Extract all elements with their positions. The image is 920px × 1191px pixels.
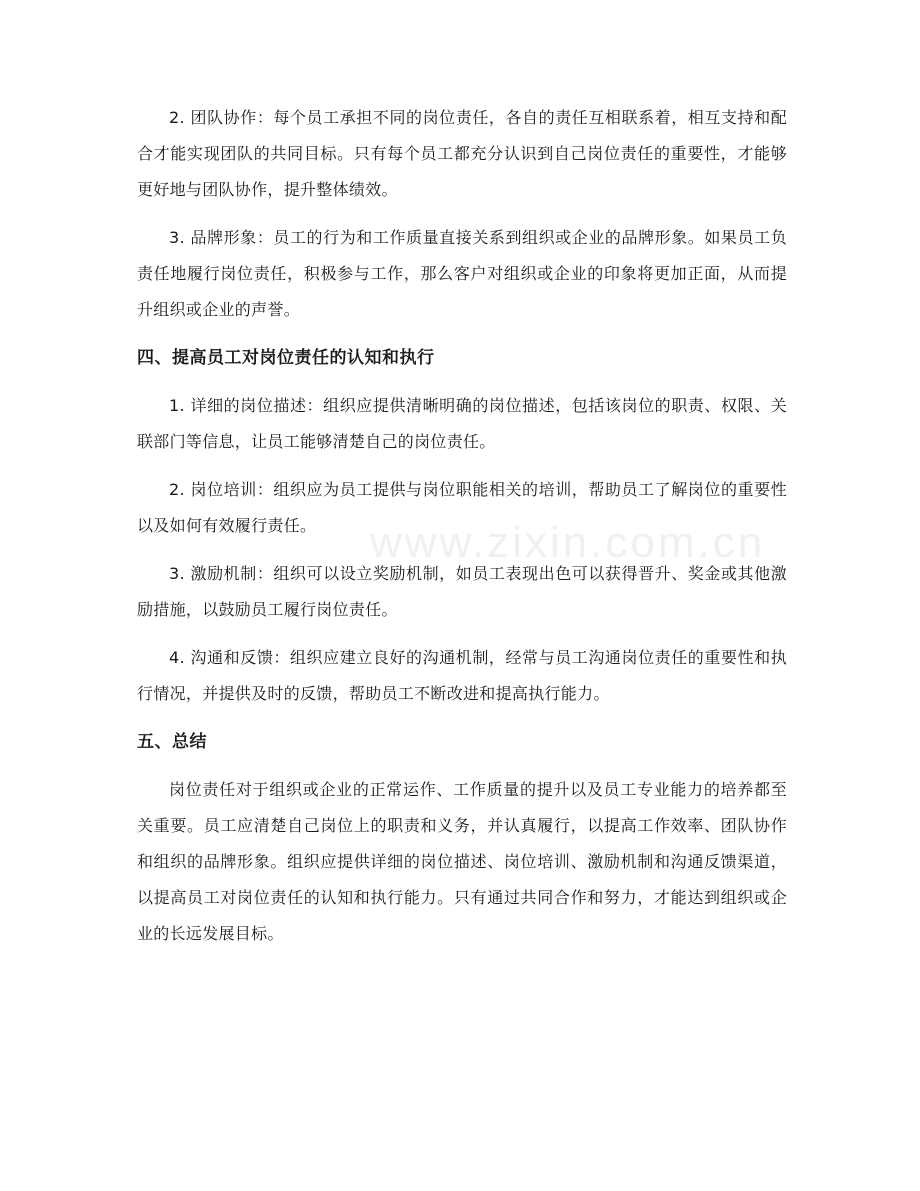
document-page — [137, 100, 787, 964]
paragraph-brand-image: 3. 品牌形象：员工的行为和工作质量直接关系到组织或企业的品牌形象。如果员工负责任地履行岗位责任，积极参与工作，那么客户对组织或企业的印象将更加正面，从而提升组织或企业的声誉。 — [137, 228, 787, 319]
watermark: www.zixin.com.cn — [370, 518, 766, 567]
paragraph-job-description: 1. 详细的岗位描述：组织应提供清晰明确的岗位描述，包括该岗位的职责、权限、关联部门等信息，让员工能够清楚自己的岗位责任。 — [137, 396, 787, 451]
paragraph-job-training: 2. 岗位培训：组织应为员工提供与岗位职能相关的培训，帮助员工了解岗位的重要性以及如何有效履行责任。 — [137, 480, 787, 535]
paragraph-communication: 4. 沟通和反馈：组织应建立良好的沟通机制，经常与员工沟通岗位责任的重要性和执行情况，并提供及时的反馈，帮助员工不断改进和提高执行能力。 — [137, 648, 787, 703]
paragraph-teamwork: 2. 团队协作：每个员工承担不同的岗位责任，各自的责任互相联系着，相互支持和配合才能实现团队的共同目标。只有每个员工都充分认识到自己岗位责任的重要性，才能够更好地与团队协作，提升整体绩效。 — [137, 108, 787, 199]
paragraph-incentive: 3. 激励机制：组织可以设立奖励机制，如员工表现出色可以获得晋升、奖金或其他激励措施，以鼓励员工履行岗位责任。 — [137, 564, 787, 619]
section-heading-4: 四、提高员工对岗位责任的认知和执行 — [137, 348, 435, 368]
paragraph-summary: 岗位责任对于组织或企业的正常运作、工作质量的提升以及员工专业能力的培养都至关重要。员工应清楚自己岗位上的职责和义务，并认真履行，以提高工作效率、团队协作和组织的品牌形象。组织应提供详细的岗位描述、岗位培训、激励机制和沟通反馈渠道，以提高员工对岗位责任的认知和执行能力。只有通过共同合作和努力，才能达到组织或企业的长远发展目标。 — [137, 780, 787, 943]
section-heading-5: 五、总结 — [137, 732, 207, 752]
